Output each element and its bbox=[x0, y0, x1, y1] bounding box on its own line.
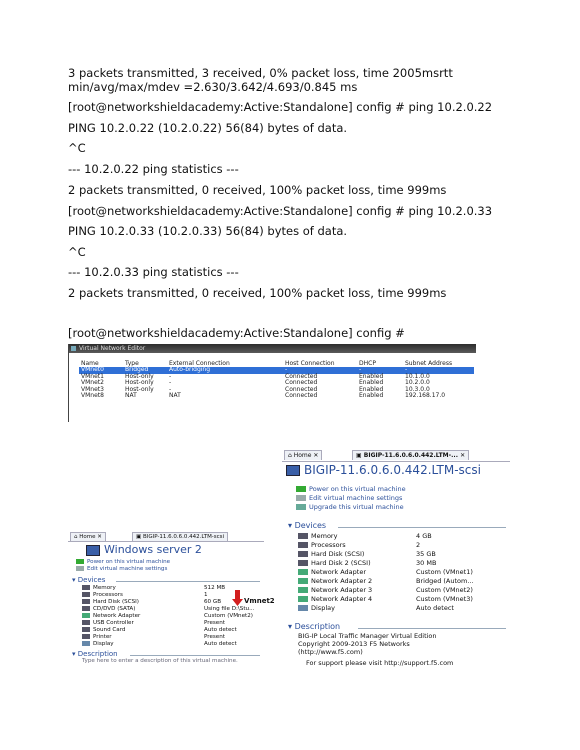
description-heading[interactable] bbox=[288, 622, 340, 631]
text-line: PING 10.2.0.22 (10.2.0.22) 56(84) bytes of data. bbox=[68, 121, 348, 135]
device-name: Hard Disk (SCSI) bbox=[311, 550, 365, 558]
upgrade-link[interactable] bbox=[296, 503, 404, 511]
column-header[interactable]: Name bbox=[81, 359, 99, 367]
edit-settings-link[interactable] bbox=[296, 494, 402, 502]
device-name: Display bbox=[311, 604, 335, 612]
table-cell: VMnet2 bbox=[81, 379, 104, 386]
table-cell: 10.3.0.0 bbox=[405, 385, 430, 393]
text-line: ^C bbox=[68, 141, 86, 155]
memory-icon bbox=[82, 585, 90, 590]
device-value: 4 GB bbox=[416, 532, 432, 540]
vm-icon: ▣ bbox=[356, 452, 364, 459]
table-cell: NAT bbox=[169, 392, 181, 399]
device-memory[interactable] bbox=[82, 585, 116, 591]
table-cell: Enabled bbox=[359, 372, 384, 380]
description-input[interactable]: Type here to enter a description of this virtual machine. bbox=[82, 658, 238, 664]
vm-icon: ▣ bbox=[136, 534, 143, 540]
device-name: USB Controller bbox=[93, 620, 134, 626]
device-name: Memory bbox=[93, 585, 116, 591]
close-icon[interactable]: ✕ bbox=[97, 534, 102, 540]
device-memory[interactable] bbox=[298, 532, 337, 540]
device-value: Custom (VMnet3) bbox=[416, 595, 473, 603]
virtual-network-editor-window bbox=[68, 344, 476, 422]
device-name: Network Adapter bbox=[93, 613, 141, 619]
device-value: Auto detect bbox=[204, 627, 237, 633]
device-network-adapter[interactable] bbox=[298, 568, 366, 576]
table-cell: VMnet3 bbox=[81, 385, 104, 393]
text-line: 3 packets transmitted, 3 received, 0% packet loss, time 2005msrtt bbox=[68, 66, 453, 80]
device-hard-disk[interactable] bbox=[298, 550, 364, 558]
bigip-vm-panel bbox=[282, 450, 510, 672]
section-divider bbox=[130, 655, 260, 656]
device-value: 2 bbox=[416, 541, 421, 549]
device-name: Processors bbox=[93, 592, 123, 598]
device-network-adapter-2[interactable] bbox=[298, 577, 372, 585]
device-name: Sound Card bbox=[93, 627, 126, 633]
upgrade-icon bbox=[296, 504, 306, 510]
text-line: [root@networkshieldacademy:Active:Standalone] config # bbox=[68, 326, 405, 340]
sound-card-icon bbox=[82, 627, 90, 632]
device-name: Network Adapter bbox=[311, 568, 366, 576]
device-name: Memory bbox=[311, 532, 338, 540]
hard-disk-icon bbox=[82, 599, 90, 604]
tab-divider bbox=[68, 541, 264, 542]
table-cell: - bbox=[403, 367, 474, 374]
column-header[interactable]: Host Connection bbox=[285, 359, 335, 367]
device-network-adapter-4[interactable] bbox=[298, 595, 372, 603]
arrow-down-icon bbox=[232, 590, 243, 606]
tab-label: BIGIP-11.6.0.6.0.442.LTM-scsi bbox=[142, 534, 225, 540]
column-header[interactable]: External Connection bbox=[169, 359, 230, 367]
table-cell: Host-only bbox=[125, 385, 154, 393]
text-line: 2 packets transmitted, 0 received, 100% packet loss, time 999ms bbox=[68, 183, 447, 197]
table-cell: Connected bbox=[285, 379, 318, 386]
collapse-arrow-icon: ▾ bbox=[72, 576, 78, 584]
network-adapter-icon bbox=[298, 587, 308, 593]
table-cell: Enabled bbox=[359, 392, 384, 399]
collapse-arrow-icon: ▾ bbox=[72, 650, 78, 658]
vmnet-callout-label: Vmnet2 bbox=[244, 597, 275, 605]
processor-icon bbox=[82, 592, 90, 597]
column-header[interactable]: DHCP bbox=[359, 359, 376, 367]
text-line: --- 10.2.0.33 ping statistics --- bbox=[68, 265, 239, 279]
link-label: Power on this virtual machine bbox=[87, 559, 171, 565]
device-value: Auto detect bbox=[416, 604, 454, 612]
text-line: --- 10.2.0.22 ping statistics --- bbox=[68, 162, 239, 176]
device-display[interactable] bbox=[298, 604, 335, 612]
vnet-table bbox=[79, 359, 474, 400]
device-value: Custom (VMnet2) bbox=[416, 586, 473, 594]
description-line: Copyright 2009-2013 F5 Networks bbox=[298, 640, 410, 648]
device-value: 30 MB bbox=[416, 559, 437, 567]
column-header[interactable]: Type bbox=[125, 359, 139, 367]
table-cell: VMnet1 bbox=[81, 372, 104, 380]
vm-icon bbox=[286, 465, 300, 476]
device-value: 1 bbox=[204, 592, 208, 598]
device-value: Present bbox=[204, 634, 225, 640]
cd-dvd-icon bbox=[82, 606, 90, 611]
devices-heading[interactable] bbox=[72, 576, 105, 584]
window-titlebar bbox=[69, 344, 476, 353]
table-cell: 10.1.0.0 bbox=[405, 372, 430, 380]
power-on-link[interactable] bbox=[76, 559, 170, 565]
table-cell: Host-only bbox=[125, 379, 154, 386]
table-row[interactable] bbox=[79, 393, 474, 400]
device-value: 60 GB bbox=[204, 599, 222, 605]
window-title: Virtual Network Editor bbox=[79, 345, 146, 352]
device-network-adapter[interactable] bbox=[82, 613, 140, 619]
section-label: Description bbox=[294, 622, 341, 631]
device-cd-dvd[interactable] bbox=[82, 606, 135, 612]
description-line: For support please visit http://support.f5.com bbox=[306, 659, 454, 667]
table-cell: - bbox=[169, 372, 172, 380]
link-label: Power on this virtual machine bbox=[309, 485, 406, 493]
table-cell: Auto-bridging bbox=[167, 367, 283, 374]
device-value: Using file D:\Stu... bbox=[204, 606, 255, 612]
device-value: Auto detect bbox=[204, 641, 237, 647]
collapse-arrow-icon: ▾ bbox=[288, 521, 295, 530]
vm-icon bbox=[86, 545, 100, 556]
vm-title: Windows server 2 bbox=[104, 543, 202, 556]
device-network-adapter-3[interactable] bbox=[298, 586, 372, 594]
power-on-link[interactable] bbox=[296, 485, 406, 493]
tab-home[interactable] bbox=[70, 532, 106, 541]
memory-icon bbox=[298, 533, 308, 539]
link-label: Edit virtual machine settings bbox=[309, 494, 403, 502]
network-editor-icon bbox=[71, 346, 76, 351]
text-line: ^C bbox=[68, 245, 86, 259]
home-icon: ⌂ bbox=[74, 534, 80, 540]
text-line: PING 10.2.0.33 (10.2.0.33) 56(84) bytes of data. bbox=[68, 224, 348, 238]
device-name: Display bbox=[93, 641, 114, 647]
device-hard-disk[interactable] bbox=[82, 599, 139, 605]
table-cell: - bbox=[169, 379, 172, 386]
table-cell: 10.2.0.0 bbox=[405, 379, 430, 386]
settings-icon bbox=[76, 566, 84, 571]
device-value: Present bbox=[204, 620, 225, 626]
table-cell: 192.168.17.0 bbox=[405, 392, 446, 399]
device-value: Custom (VMnet2) bbox=[204, 613, 253, 619]
table-cell: Enabled bbox=[359, 385, 384, 393]
section-divider bbox=[116, 581, 260, 582]
device-value: 512 MB bbox=[204, 585, 226, 591]
section-divider bbox=[358, 628, 506, 629]
section-divider bbox=[338, 527, 506, 528]
column-header[interactable]: Subnet Address bbox=[405, 359, 453, 367]
device-name: Processors bbox=[311, 541, 346, 549]
tab-bigip-vm[interactable] bbox=[352, 450, 469, 460]
device-processors[interactable] bbox=[298, 541, 346, 549]
collapse-arrow-icon: ▾ bbox=[288, 622, 295, 631]
section-label: Description bbox=[77, 650, 118, 658]
device-display[interactable] bbox=[82, 641, 114, 647]
play-icon bbox=[76, 559, 84, 564]
table-cell: Connected bbox=[285, 372, 318, 380]
settings-icon bbox=[296, 495, 306, 501]
vm-title: BIGIP-11.6.0.6.0.442.LTM-scsi bbox=[304, 463, 481, 477]
tab-home[interactable] bbox=[284, 450, 322, 460]
table-cell: Bridged bbox=[123, 367, 167, 374]
device-name: Hard Disk 2 (SCSI) bbox=[311, 559, 371, 567]
table-cell: - bbox=[283, 367, 357, 374]
device-value: Bridged (Autom... bbox=[416, 577, 474, 585]
device-value: Custom (VMnet1) bbox=[416, 568, 473, 576]
device-processors[interactable] bbox=[82, 592, 123, 598]
devices-heading[interactable] bbox=[288, 521, 326, 530]
section-label: Devices bbox=[77, 576, 106, 584]
display-icon bbox=[82, 641, 90, 646]
device-name: Network Adapter 3 bbox=[311, 586, 373, 594]
processor-icon bbox=[298, 542, 308, 548]
tab-label: BIGIP-11.6.0.6.0.442.LTM-... bbox=[363, 452, 458, 459]
tab-label: Home bbox=[79, 534, 96, 540]
text-line: [root@networkshieldacademy:Active:Standalone] config # ping 10.2.0.33 bbox=[68, 204, 493, 218]
device-value: 35 GB bbox=[416, 550, 436, 558]
network-adapter-icon bbox=[298, 596, 308, 602]
device-name: Network Adapter 2 bbox=[311, 577, 373, 585]
table-cell: Enabled bbox=[359, 379, 384, 386]
table-cell: VMnet8 bbox=[81, 392, 104, 399]
network-adapter-icon bbox=[82, 613, 90, 618]
display-icon bbox=[298, 605, 308, 611]
tab-bigip-vm[interactable] bbox=[132, 532, 228, 541]
table-cell: Host-only bbox=[125, 372, 154, 380]
tab-divider bbox=[282, 461, 510, 462]
device-name: Hard Disk (SCSI) bbox=[93, 599, 139, 605]
device-hard-disk-2[interactable] bbox=[298, 559, 371, 567]
device-printer[interactable] bbox=[82, 634, 112, 640]
table-cell: VMnet0 bbox=[79, 367, 123, 374]
description-line: BIG-IP Local Traffic Manager Virtual Edition bbox=[298, 632, 437, 640]
device-usb-controller[interactable] bbox=[82, 620, 134, 626]
table-cell: Connected bbox=[285, 392, 318, 399]
text-line: min/avg/max/mdev =2.630/3.642/4.693/0.845 ms bbox=[68, 80, 358, 94]
link-label: Edit virtual machine settings bbox=[87, 566, 168, 572]
hard-disk-icon bbox=[298, 560, 308, 566]
edit-settings-link[interactable] bbox=[76, 566, 167, 572]
hard-disk-icon bbox=[298, 551, 308, 557]
network-adapter-icon bbox=[298, 569, 308, 575]
device-sound-card[interactable] bbox=[82, 627, 125, 633]
table-cell: - bbox=[357, 367, 403, 374]
device-name: CD/DVD (SATA) bbox=[93, 606, 136, 612]
close-icon[interactable]: ✕ bbox=[460, 452, 466, 459]
text-line: 2 packets transmitted, 0 received, 100% packet loss, time 999ms bbox=[68, 286, 447, 300]
play-icon bbox=[296, 486, 306, 492]
section-label: Devices bbox=[294, 521, 327, 530]
close-icon[interactable]: ✕ bbox=[313, 452, 319, 459]
network-adapter-icon bbox=[298, 578, 308, 584]
description-line: (http://www.f5.com) bbox=[298, 648, 363, 656]
table-cell: - bbox=[169, 385, 172, 393]
text-line: [root@networkshieldacademy:Active:Standalone] config # ping 10.2.0.22 bbox=[68, 100, 493, 114]
table-cell: Connected bbox=[285, 385, 318, 393]
home-icon: ⌂ bbox=[288, 452, 294, 459]
link-label: Upgrade this virtual machine bbox=[309, 503, 404, 511]
device-name: Network Adapter 4 bbox=[311, 595, 373, 603]
usb-icon bbox=[82, 620, 90, 625]
printer-icon bbox=[82, 634, 90, 639]
description-heading[interactable] bbox=[72, 650, 118, 658]
table-cell: NAT bbox=[125, 392, 137, 399]
tab-label: Home bbox=[293, 452, 312, 459]
device-name: Printer bbox=[93, 634, 112, 640]
